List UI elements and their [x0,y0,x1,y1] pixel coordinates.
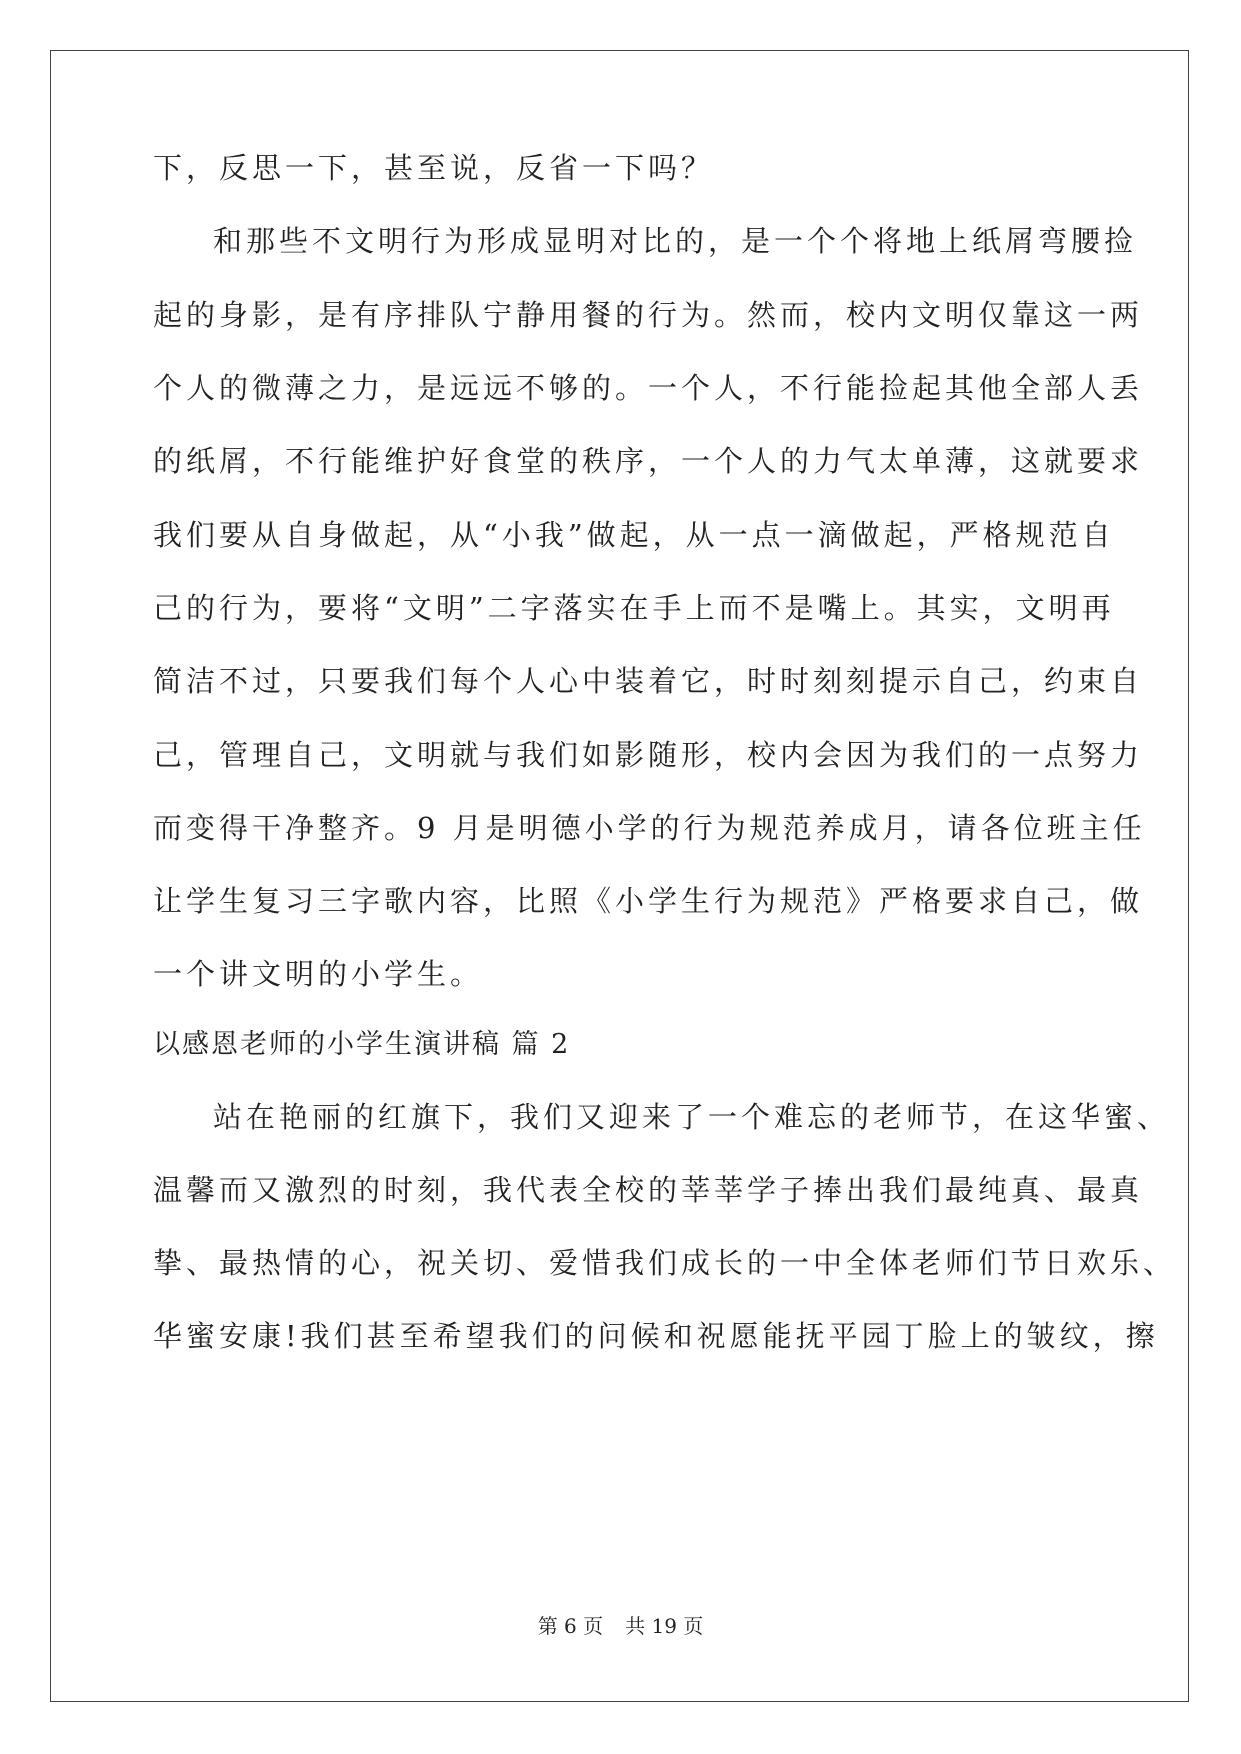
page-footer [0,1612,1241,1640]
text-line: 的纸屑，不行能维护好食堂的秩序，一个人的力气太单薄，这就要求 [153,444,1144,478]
text-line: 温馨而又激烈的时刻，我代表全校的莘莘学子捧出我们最纯真、最真 [153,1173,1144,1207]
text-line: 让学生复习三字歌内容，比照《小学生行为规范》严格要求自己，做 [153,884,1144,918]
text-line: 挚、最热情的心，祝关切、爱惜我们成长的一中全体老师们节日欢乐、 [153,1246,1177,1280]
text-line: 而变得干净整齐。9 月是明德小学的行为规范养成月，请各位班主任 [153,811,1146,845]
text-line: 己的行为，要将“文明”二字落实在手上而不是嘴上。其实，文明再 [153,591,1115,625]
page-total: 共 19 页 [625,1614,704,1638]
text-line: 下，反思一下，甚至说，反省一下吗？ [153,151,715,185]
section-heading: 以感恩老师的小学生演讲稿 篇 2 [153,1029,571,1060]
text-line: 起的身影，是有序排队宁静用餐的行为。然而，校内文明仅靠这一两 [153,298,1144,332]
text-line: 站在艳丽的红旗下，我们又迎来了一个难忘的老师节，在这华蜜、 [213,1100,1171,1134]
text-line: 简洁不过，只要我们每个人心中装着它，时时刻刻提示自己，约束自 [153,664,1144,698]
text-line: 一个讲文明的小学生。 [153,957,484,991]
text-line: 我们要从自身做起，从“小我”做起，从一点一滴做起，严格规范自 [153,518,1115,552]
text-line: 个人的微薄之力，是远远不够的。一个人，不行能捡起其他全部人丢 [153,371,1144,405]
text-line: 己，管理自己，文明就与我们如影随形，校内会因为我们的一点努力 [153,738,1144,772]
page-number: 第 6 页 [537,1614,604,1638]
text-line: 华蜜安康!我们甚至希望我们的问候和祝愿能抚平园丁脸上的皱纹，擦 [153,1319,1159,1353]
text-line: 和那些不文明行为形成显明对比的，是一个个将地上纸屑弯腰捡 [213,224,1138,258]
